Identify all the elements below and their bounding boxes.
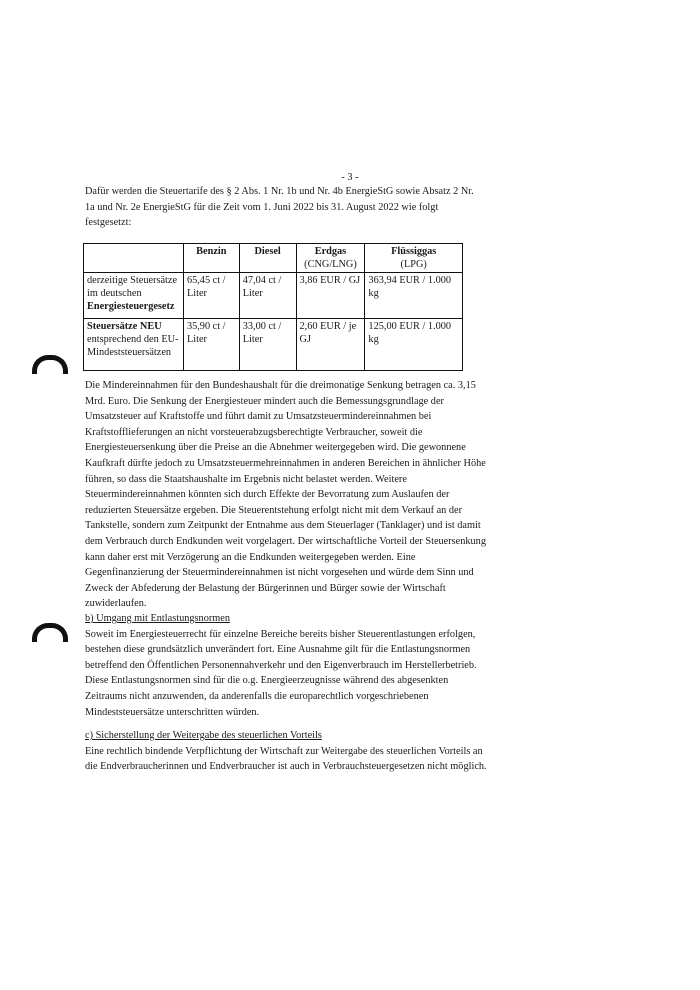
cell-erdgas-new: 2,60 EUR / je GJ (296, 319, 365, 371)
row-label-new: Steuersätze NEU entsprechend den EU-Mindeststeuersätzen (84, 319, 184, 371)
header-empty (84, 244, 184, 273)
cell-benzin-current: 65,45 ct / Liter (183, 273, 239, 319)
row-label-current: derzeitige Steuersätze im deutschen Energiesteuergesetz (84, 273, 184, 319)
cell-lpg-new: 125,00 EUR / 1.000 kg (365, 319, 463, 371)
header-fluessiggas: Flüssiggas (LPG) (365, 244, 463, 273)
section-b-text: Soweit im Energiesteuerrecht für einzelne Bereiche bereits bisher Steuerentlastungen erfolgen, bestehen diese grundsätzlich unverändert fort. Eine Ausnahme gilt für die Entlastungsnormen betreffend den Öffentlichen Personennahverkehr und den Eigenverbrauch im Herstellerbetrieb. Diese Entlastungsnormen sind für die o.g. Energieerzeugnisse während des abgesenkten Zeitraums nicht anzuwenden, da anderenfalls die europarechtlich vorgeschriebenen Mindeststeuersätze unterschritten würden. (85, 628, 477, 718)
section-c-heading: c) Sicherstellung der Weitergabe des steuerlichen Vorteils (85, 730, 322, 741)
table-row (84, 273, 463, 319)
cell-lpg-current: 363,94 EUR / 1.000 kg (365, 273, 463, 319)
section-b (85, 611, 490, 720)
cell-erdgas-current: 3,86 EUR / GJ (296, 273, 365, 319)
section-b-heading: b) Umgang mit Entlastungsnormen (85, 613, 230, 624)
tax-rate-table (83, 243, 463, 371)
section-c-text: Eine rechtlich bindende Verpflichtung der Wirtschaft zur Weitergabe des steuerlichen Vorteils an die Endverbraucherinnen und Endverbraucher ist auch in Verbrauchsteuergesetzen nicht möglich. (85, 745, 487, 773)
cell-benzin-new: 35,90 ct / Liter (183, 319, 239, 371)
page-number: - 3 - (341, 172, 359, 183)
cell-diesel-current: 47,04 ct / Liter (239, 273, 296, 319)
scan-mark-bottom (32, 623, 68, 642)
table-header-row (84, 244, 463, 273)
header-benzin: Benzin (183, 244, 239, 273)
intro-paragraph: Dafür werden die Steuertarife des § 2 Abs. 1 Nr. 1b und Nr. 4b EnergieStG sowie Absatz 2 Nr. 1a und Nr. 2e EnergieStG für die Zeit vom 1. Juni 2022 bis 31. August 2022 wie folgt festgesetzt: (85, 186, 474, 229)
scan-mark-top (32, 355, 68, 374)
table-row (84, 319, 463, 371)
revenue-paragraph: Die Mindereinnahmen für den Bundeshaushalt für die dreimonatige Senkung betragen ca. 3,15 Mrd. Euro. Die Senkung der Energiesteuer mindert auch die Bemessungsgrundlage der Umsatzsteuer auf Kraftstoffe und führt damit zu Umsatzsteuermindereinnahmen bei Kraftstofflieferungen an nicht vorsteuerabzugsberechtigte Verbraucher, soweit die Energiesteuersenkung über die Preise an die Abnehmer weitergegeben wird. Die gewonnene Kaufkraft dürfte jedoch zu Umsatzsteuermehreinnahmen in anderen Bereichen in ähnlicher Höhe führen, so dass die Staatshaushalte im Ergebnis nicht belastet werden. Weitere Steuermindereinnahmen könnten sich durch Effekte der Bevorratung zum Auslaufen der reduzierten Steuersätze ergeben. Die Steuerentstehung erfolgt nicht mit dem Verkauf an der Tankstelle, sondern zum Zeitpunkt der Entnahme aus dem Steuerlager (Tanklager) und ist damit dem Verbrauch durch Endkunden weit vorgelagert. Der wirtschaftliche Vorteil der Steuersenkung kann daher erst mit Verzögerung an die Endkunden weitergegeben werden. Eine Gegenfinanzierung der Steuermindereinnahmen ist nicht vorgesehen und würde dem Sinn und Zweck der Abfederung der Belastung der Bürgerinnen und Bürger sowie der Wirtschaft zuwiderlaufen. (85, 380, 486, 610)
header-diesel: Diesel (239, 244, 296, 273)
header-erdgas: Erdgas (CNG/LNG) (296, 244, 365, 273)
cell-diesel-new: 33,00 ct / Liter (239, 319, 296, 371)
section-c (85, 728, 490, 775)
